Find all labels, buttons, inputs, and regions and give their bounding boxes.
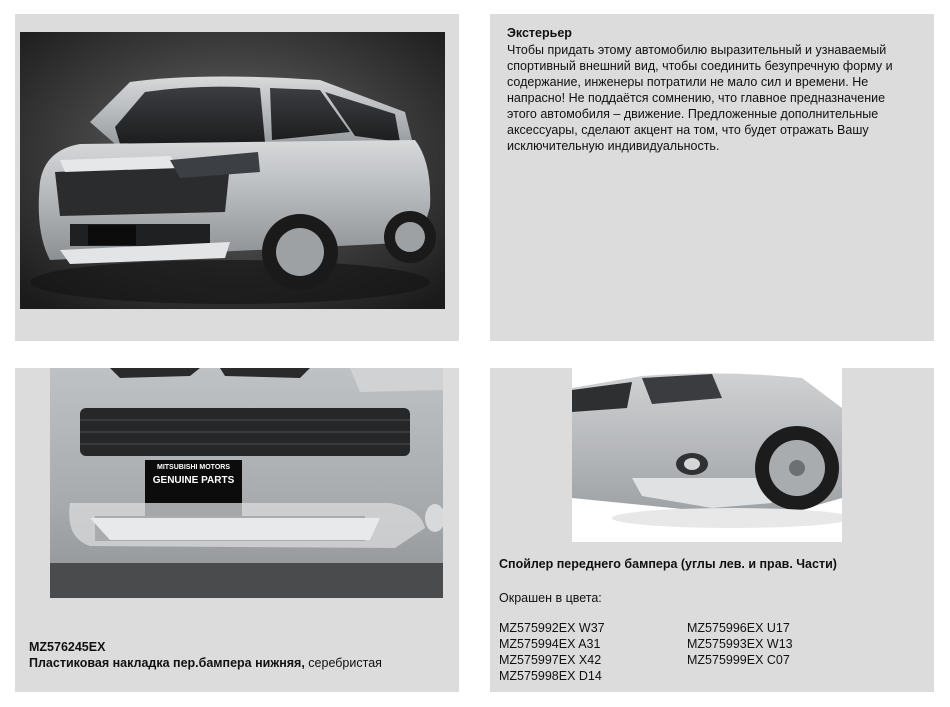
front-bumper-closeup-photo — [50, 368, 443, 598]
exterior-paragraph: Чтобы придать этому автомобилю выразительный и узнаваемый спортивный внешний вид, чтобы соединить безупречную форму и содержание, инженеры потратили не мало сил и времени. Не напрасно! Не поддаётся сомнению, что главное предназначение этого автомобиля – движение. Предложенные дополнительные аксессуары, сделают акцент на том, что будет отражать Вашу исключительную индивидуальность. — [507, 43, 893, 153]
color-code-item: MZ575993EX W13 — [687, 637, 793, 651]
color-code-item: MZ575994EX A31 — [499, 637, 601, 651]
part-description — [29, 655, 382, 671]
color-codes-right — [687, 620, 793, 668]
exterior-text-panel — [490, 14, 934, 341]
outlander-front-photo — [20, 32, 445, 309]
colors-label: Окрашен в цвета: — [499, 591, 602, 605]
color-code-item: MZ575996EX U17 — [687, 621, 790, 635]
part-name: Пластиковая накладка пер.бампера нижняя, — [29, 656, 305, 670]
color-code-item: MZ575998EX D14 — [499, 669, 602, 683]
part-code: MZ576245EX — [29, 640, 106, 654]
part-finish: серебристая — [304, 656, 382, 670]
color-codes-left — [499, 620, 605, 684]
bumper-corner-photo — [572, 368, 842, 542]
plate-line-2: GENUINE PARTS — [152, 475, 235, 486]
spoiler-title: Спойлер переднего бампера (углы лев. и прав. Части) — [499, 557, 837, 571]
color-code-item: MZ575992EX W37 — [499, 621, 605, 635]
lower-trim-panel — [15, 368, 459, 692]
color-code-item: MZ575999EX C07 — [687, 653, 790, 667]
color-code-item: MZ575997EX X42 — [499, 653, 602, 667]
plate-line-1: MITSUBISHI MOTORS — [157, 464, 230, 471]
spoiler-panel — [490, 368, 934, 692]
exterior-heading: Экстерьер — [507, 26, 572, 40]
car-photo-panel — [15, 14, 459, 341]
